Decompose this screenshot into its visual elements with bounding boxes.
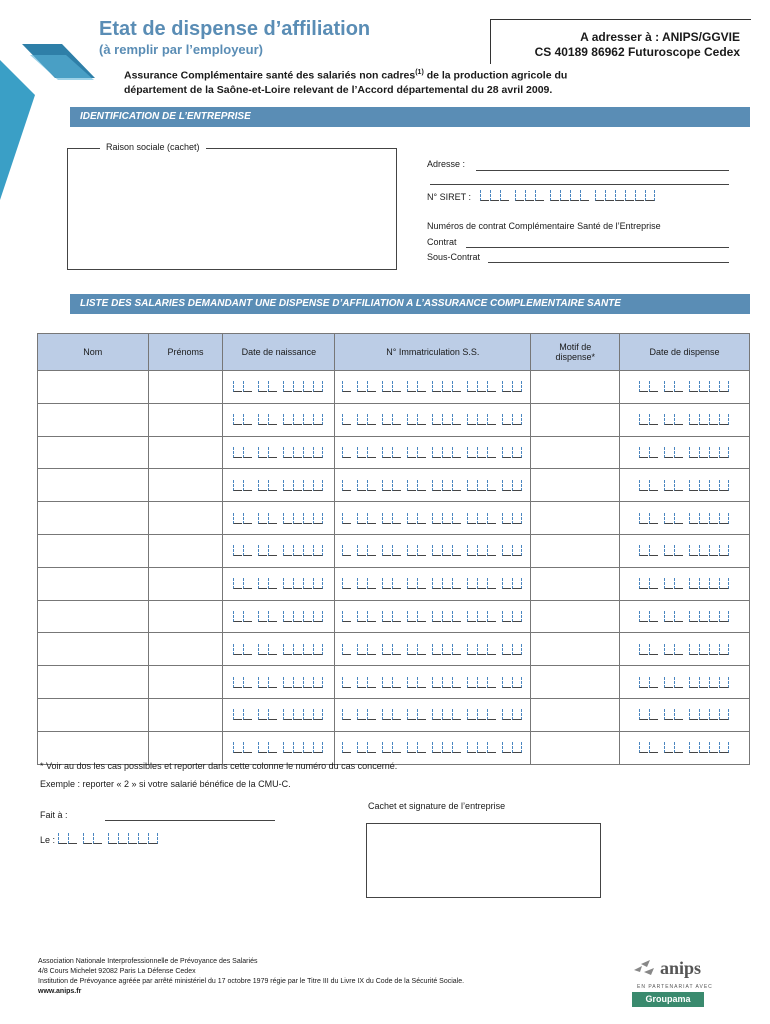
table-row (38, 502, 750, 535)
nom-cell[interactable] (38, 666, 149, 699)
prenoms-cell[interactable] (148, 731, 223, 764)
table-body (38, 371, 750, 765)
prenoms-cell[interactable] (148, 600, 223, 633)
table-row (38, 567, 750, 600)
motif-cell[interactable] (531, 666, 620, 699)
table-row (38, 666, 750, 699)
col-motif-line1: Motif de (559, 342, 592, 352)
date-naissance-cell[interactable] (223, 403, 335, 436)
date-naissance-cell[interactable] (223, 567, 335, 600)
prenoms-cell[interactable] (148, 469, 223, 502)
nom-cell[interactable] (38, 403, 149, 436)
contrat-field[interactable] (466, 237, 729, 248)
org-info (38, 957, 578, 997)
immatriculation-cell[interactable] (335, 403, 531, 436)
adresse-field-1[interactable] (476, 160, 729, 171)
date-dispense-cell[interactable] (620, 469, 750, 502)
fait-a-label: Fait à : (40, 810, 68, 820)
org-website: www.anips.fr (38, 988, 82, 995)
motif-cell[interactable] (531, 633, 620, 666)
motif-cell[interactable] (531, 502, 620, 535)
motif-cell[interactable] (531, 469, 620, 502)
date-naissance-cell[interactable] (223, 469, 335, 502)
immatriculation-cell[interactable] (335, 633, 531, 666)
table-row (38, 600, 750, 633)
motif-cell[interactable] (531, 436, 620, 469)
logo-tagline: EN PARTENARIAT AVEC (637, 984, 713, 990)
immatriculation-cell[interactable] (335, 469, 531, 502)
signature-field[interactable] (366, 823, 601, 898)
footnote-ref: (1) (415, 69, 424, 76)
immatriculation-cell[interactable] (335, 600, 531, 633)
nom-cell[interactable] (38, 502, 149, 535)
intro-text (124, 66, 644, 97)
col-immatriculation: N° Immatriculation S.S. (335, 334, 531, 371)
adresse-field-2[interactable] (430, 174, 729, 185)
intro-line1b: de la production agricole du (423, 69, 568, 82)
col-prenoms: Prénoms (148, 334, 223, 371)
date-naissance-cell[interactable] (223, 534, 335, 567)
birds-logo-icon (632, 956, 658, 982)
col-motif (531, 334, 620, 371)
immatriculation-cell[interactable] (335, 436, 531, 469)
immatriculation-cell[interactable] (335, 567, 531, 600)
table-row (38, 403, 750, 436)
date-naissance-cell[interactable] (223, 371, 335, 404)
prenoms-cell[interactable] (148, 666, 223, 699)
immatriculation-cell[interactable] (335, 534, 531, 567)
raison-sociale-field[interactable] (67, 148, 397, 270)
page-title: Etat de dispense d’affiliation (99, 18, 371, 40)
motif-cell[interactable] (531, 600, 620, 633)
immatriculation-cell[interactable] (335, 731, 531, 764)
prenoms-cell[interactable] (148, 698, 223, 731)
section-header-company: IDENTIFICATION DE L’ENTREPRISE (70, 107, 750, 127)
table-row (38, 371, 750, 404)
col-date-dispense: Date de dispense (620, 334, 750, 371)
contracts-label: Numéros de contrat Complémentaire Santé de l’Entreprise (427, 221, 661, 231)
org-line3: Institution de Prévoyance agréée par arrêté ministériel du 17 octobre 1979 régie par le Titre III du Livre IX du Code de la Sécurité Sociale. (38, 978, 465, 985)
sous-contrat-field[interactable] (488, 252, 729, 263)
nom-cell[interactable] (38, 534, 149, 567)
col-date-naissance: Date de naissance (223, 334, 335, 371)
prenoms-cell[interactable] (148, 567, 223, 600)
date-dispense-cell[interactable] (620, 698, 750, 731)
date-dispense-cell[interactable] (620, 567, 750, 600)
org-line1: Association Nationale Interprofessionnelle de Prévoyance des Salariés (38, 958, 258, 965)
nom-cell[interactable] (38, 371, 149, 404)
col-nom: Nom (38, 334, 149, 371)
motif-cell[interactable] (531, 403, 620, 436)
employees-table (37, 333, 750, 765)
date-dispense-cell[interactable] (620, 600, 750, 633)
date-dispense-cell[interactable] (620, 403, 750, 436)
date-dispense-cell[interactable] (620, 436, 750, 469)
contrat-label: Contrat (427, 237, 457, 247)
section-header-employees: LISTE DES SALARIES DEMANDANT UNE DISPENSE D’AFFILIATION A L’ASSURANCE COMPLEMENTAIRE SANTE (70, 294, 750, 314)
immatriculation-cell[interactable] (335, 502, 531, 535)
motif-cell[interactable] (531, 731, 620, 764)
prenoms-cell[interactable] (148, 534, 223, 567)
siret-label: N° SIRET : (427, 192, 471, 202)
prenoms-cell[interactable] (148, 403, 223, 436)
motif-cell[interactable] (531, 698, 620, 731)
date-naissance-cell[interactable] (223, 436, 335, 469)
prenoms-cell[interactable] (148, 502, 223, 535)
footnote: * Voir au dos les cas possibles et reporter dans cette colonne le numéro du cas concerné. (40, 761, 398, 771)
motif-cell[interactable] (531, 567, 620, 600)
org-line2: 4/8 Cours Michelet 92082 Paris La Défense Cedex (38, 968, 196, 975)
immatriculation-cell[interactable] (335, 666, 531, 699)
nom-cell[interactable] (38, 436, 149, 469)
date-dispense-cell[interactable] (620, 371, 750, 404)
intro-line1a: Assurance Complémentaire santé des salariés non cadres (124, 69, 416, 82)
address-line1: A adresser à : ANIPS/GGVIE (580, 30, 740, 44)
date-naissance-cell[interactable] (223, 502, 335, 535)
nom-cell[interactable] (38, 567, 149, 600)
date-field[interactable] (58, 833, 159, 844)
date-naissance-cell[interactable] (223, 600, 335, 633)
nom-cell[interactable] (38, 469, 149, 502)
immatriculation-cell[interactable] (335, 371, 531, 404)
example-note: Exemple : reporter « 2 » si votre salarié bénéfice de la CMU-C. (40, 779, 291, 789)
siret-field[interactable] (480, 190, 656, 201)
intro-line2: département de la Saône-et-Loire relevant de l’Accord départemental du 28 avril 2009. (124, 83, 553, 96)
date-dispense-cell[interactable] (620, 731, 750, 764)
date-dispense-cell[interactable] (620, 633, 750, 666)
le-label: Le : (40, 835, 56, 845)
table-row (38, 698, 750, 731)
table-row (38, 436, 750, 469)
fait-a-field[interactable] (105, 810, 275, 821)
prenoms-cell[interactable] (148, 436, 223, 469)
nom-cell[interactable] (38, 600, 149, 633)
groupama-logo: Groupama (632, 992, 704, 1007)
table-row (38, 731, 750, 764)
anips-logo: anips (660, 958, 702, 978)
adresse-label: Adresse : (427, 159, 466, 169)
raison-sociale-label: Raison sociale (cachet) (100, 142, 206, 152)
address-line2: CS 40189 86962 Futuroscope Cedex (534, 45, 740, 59)
motif-cell[interactable] (531, 534, 620, 567)
table-row (38, 534, 750, 567)
date-dispense-cell[interactable] (620, 534, 750, 567)
table-row (38, 469, 750, 502)
date-naissance-cell[interactable] (223, 633, 335, 666)
motif-cell[interactable] (531, 371, 620, 404)
page-subtitle: (à remplir par l’employeur) (99, 42, 263, 57)
date-dispense-cell[interactable] (620, 666, 750, 699)
table-header-row (38, 334, 750, 371)
date-naissance-cell[interactable] (223, 698, 335, 731)
date-naissance-cell[interactable] (223, 666, 335, 699)
date-naissance-cell[interactable] (223, 731, 335, 764)
signature-label: Cachet et signature de l’entreprise (368, 801, 506, 811)
nom-cell[interactable] (38, 633, 149, 666)
prenoms-cell[interactable] (148, 371, 223, 404)
immatriculation-cell[interactable] (335, 698, 531, 731)
sous-contrat-label: Sous-Contrat (427, 252, 481, 262)
table-row (38, 633, 750, 666)
date-dispense-cell[interactable] (620, 502, 750, 535)
prenoms-cell[interactable] (148, 633, 223, 666)
nom-cell[interactable] (38, 698, 149, 731)
nom-cell[interactable] (38, 731, 149, 764)
col-motif-line2: dispense* (555, 352, 595, 362)
